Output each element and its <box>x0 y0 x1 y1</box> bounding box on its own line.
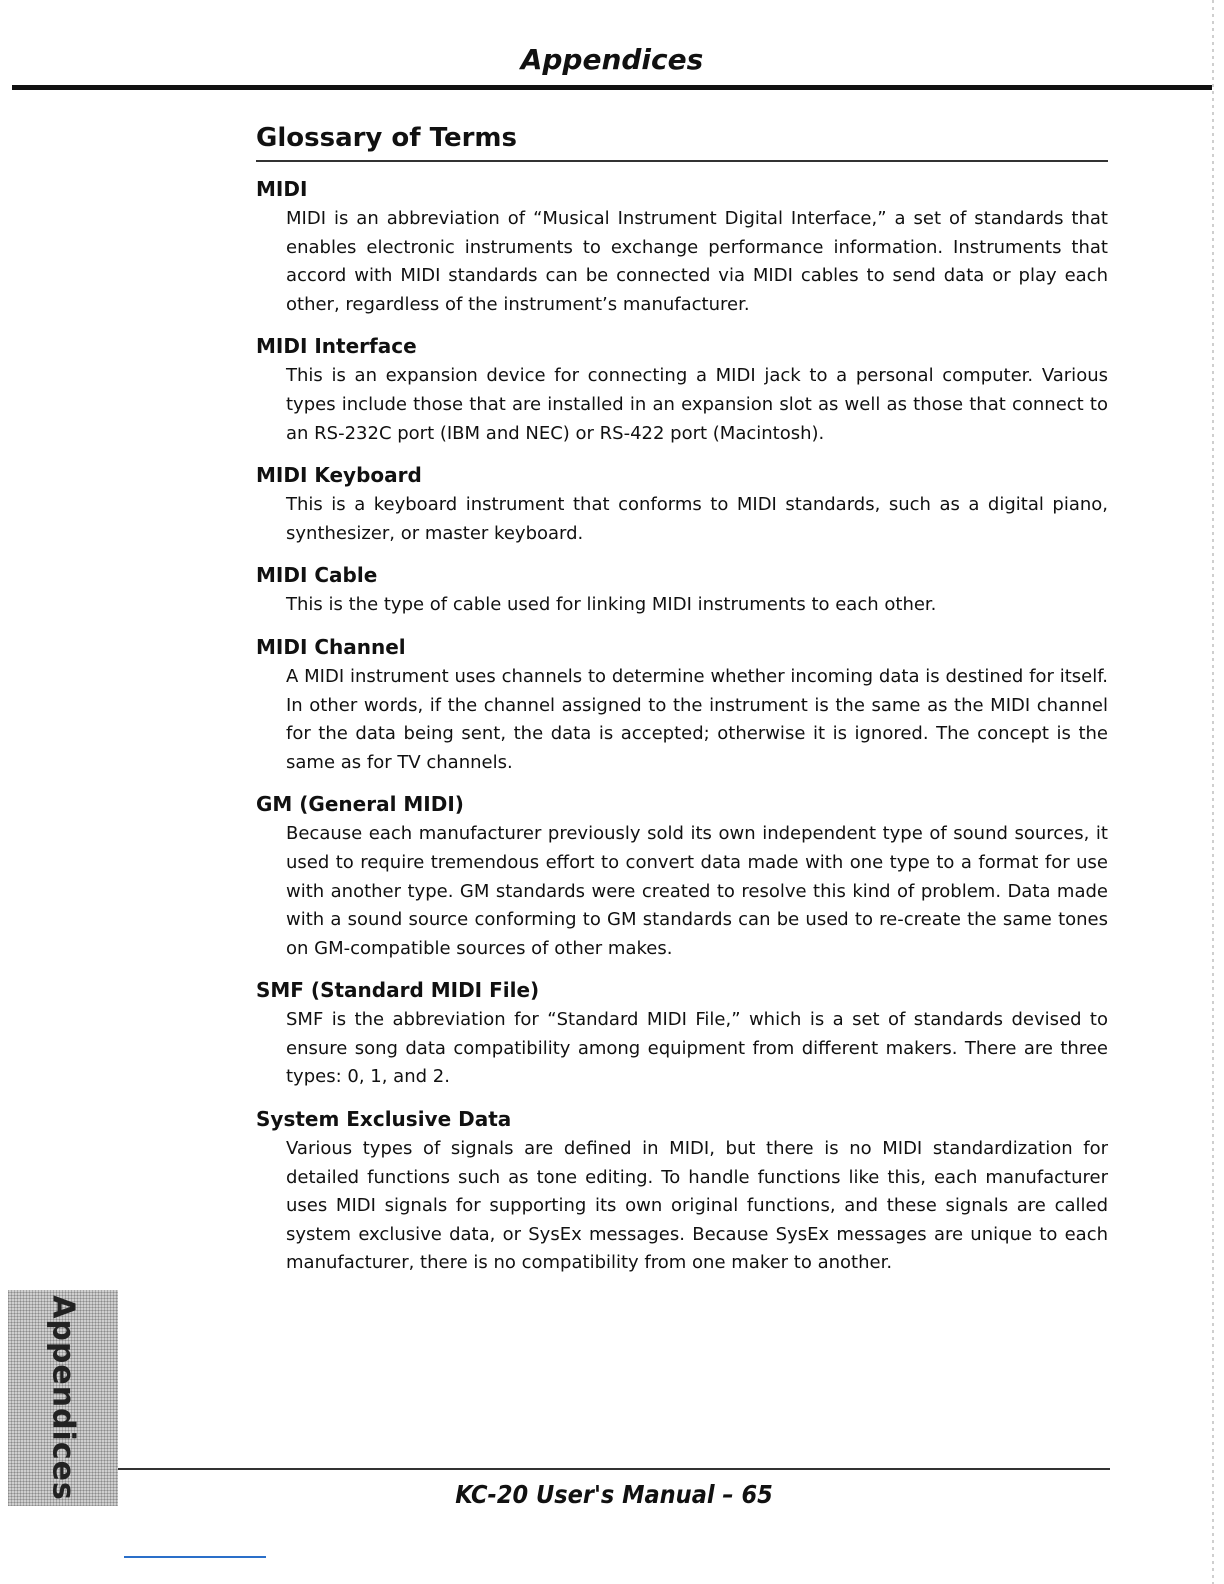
glossary-term: MIDI Channel <box>256 634 406 659</box>
section-divider <box>256 160 1108 162</box>
glossary-definition: This is the type of cable used for linking MIDI instruments to each other. <box>286 594 937 616</box>
glossary-entry-sysex <box>256 1103 1108 1278</box>
appendices-side-tab <box>8 1290 118 1506</box>
glossary-entry-midi <box>256 173 1108 319</box>
page-header-title: Appendices <box>520 43 704 76</box>
side-tab-label: Appendices <box>45 1295 81 1501</box>
glossary-term: SMF (Standard MIDI File) <box>256 978 540 1003</box>
glossary-term: MIDI Cable <box>256 563 378 588</box>
bottom-mark <box>124 1556 266 1558</box>
glossary-list <box>256 173 1108 1289</box>
section-title: Glossary of Terms <box>256 123 517 153</box>
header-divider <box>12 85 1212 90</box>
glossary-term: MIDI Interface <box>256 334 417 359</box>
glossary-entry-midi-interface <box>256 330 1108 448</box>
glossary-definition: MIDI is an abbreviation of “Musical Instrument Digital Interface,” a set of standards that enables electronic instruments to exchange performance information. Instruments that accord with MIDI standards can be connected via MIDI cables to send data or play each other, regardless of the instrument’s manufacturer. <box>286 208 1108 315</box>
glossary-entry-midi-keyboard <box>256 459 1108 548</box>
scan-edge <box>1212 0 1214 1584</box>
glossary-entry-midi-cable <box>256 559 1108 620</box>
glossary-entry-gm <box>256 788 1108 963</box>
glossary-term: GM (General MIDI) <box>256 792 464 817</box>
glossary-definition: Various types of signals are defined in MIDI, but there is no MIDI standardization for detailed functions such as tone editing. To handle functions like this, each manufacturer uses MIDI signals for supporting its own original functions, and these signals are called system exclusive data, or SysEx messages. Because SysEx messages are unique to each manufacturer, there is no compatibility from one maker to another. <box>286 1138 1108 1274</box>
footer-divider <box>118 1468 1110 1470</box>
glossary-term: System Exclusive Data <box>256 1107 512 1132</box>
glossary-definition: This is an expansion device for connecting a MIDI jack to a personal computer. Various types include those that are installed in an expansion slot as well as those that connect to an RS-232C port (IBM and NEC) or RS-422 port (Macintosh). <box>286 365 1108 444</box>
glossary-entry-midi-channel <box>256 631 1108 777</box>
page-footer: KC-20 User's Manual – 65 <box>455 1480 773 1509</box>
glossary-definition: SMF is the abbreviation for “Standard MIDI File,” which is a set of standards devised to ensure song data compatibility among equipment from different makers. There are three types: 0, 1, and 2. <box>286 1009 1108 1088</box>
glossary-term: MIDI <box>256 177 308 201</box>
glossary-definition: A MIDI instrument uses channels to determine whether incoming data is destined for itself. In other words, if the channel assigned to the instrument is the same as the MIDI channel for the data being sent, the data is accepted; otherwise it is ignored. The concept is the same as for TV channels. <box>286 665 1108 773</box>
glossary-term: MIDI Keyboard <box>256 463 422 488</box>
glossary-definition: Because each manufacturer previously sold its own independent type of sound sources, it used to require tremendous effort to convert data made with one type to a format for use with another type. GM standards were created to resolve this kind of problem. Data made with a sound source conforming to GM standards can be used to re-create the same tones on GM-compatible sources of other makes. <box>286 823 1108 959</box>
glossary-definition: This is a keyboard instrument that conforms to MIDI standards, such as a digital piano, synthesizer, or master keyboard. <box>286 494 1108 544</box>
glossary-entry-smf <box>256 974 1108 1092</box>
